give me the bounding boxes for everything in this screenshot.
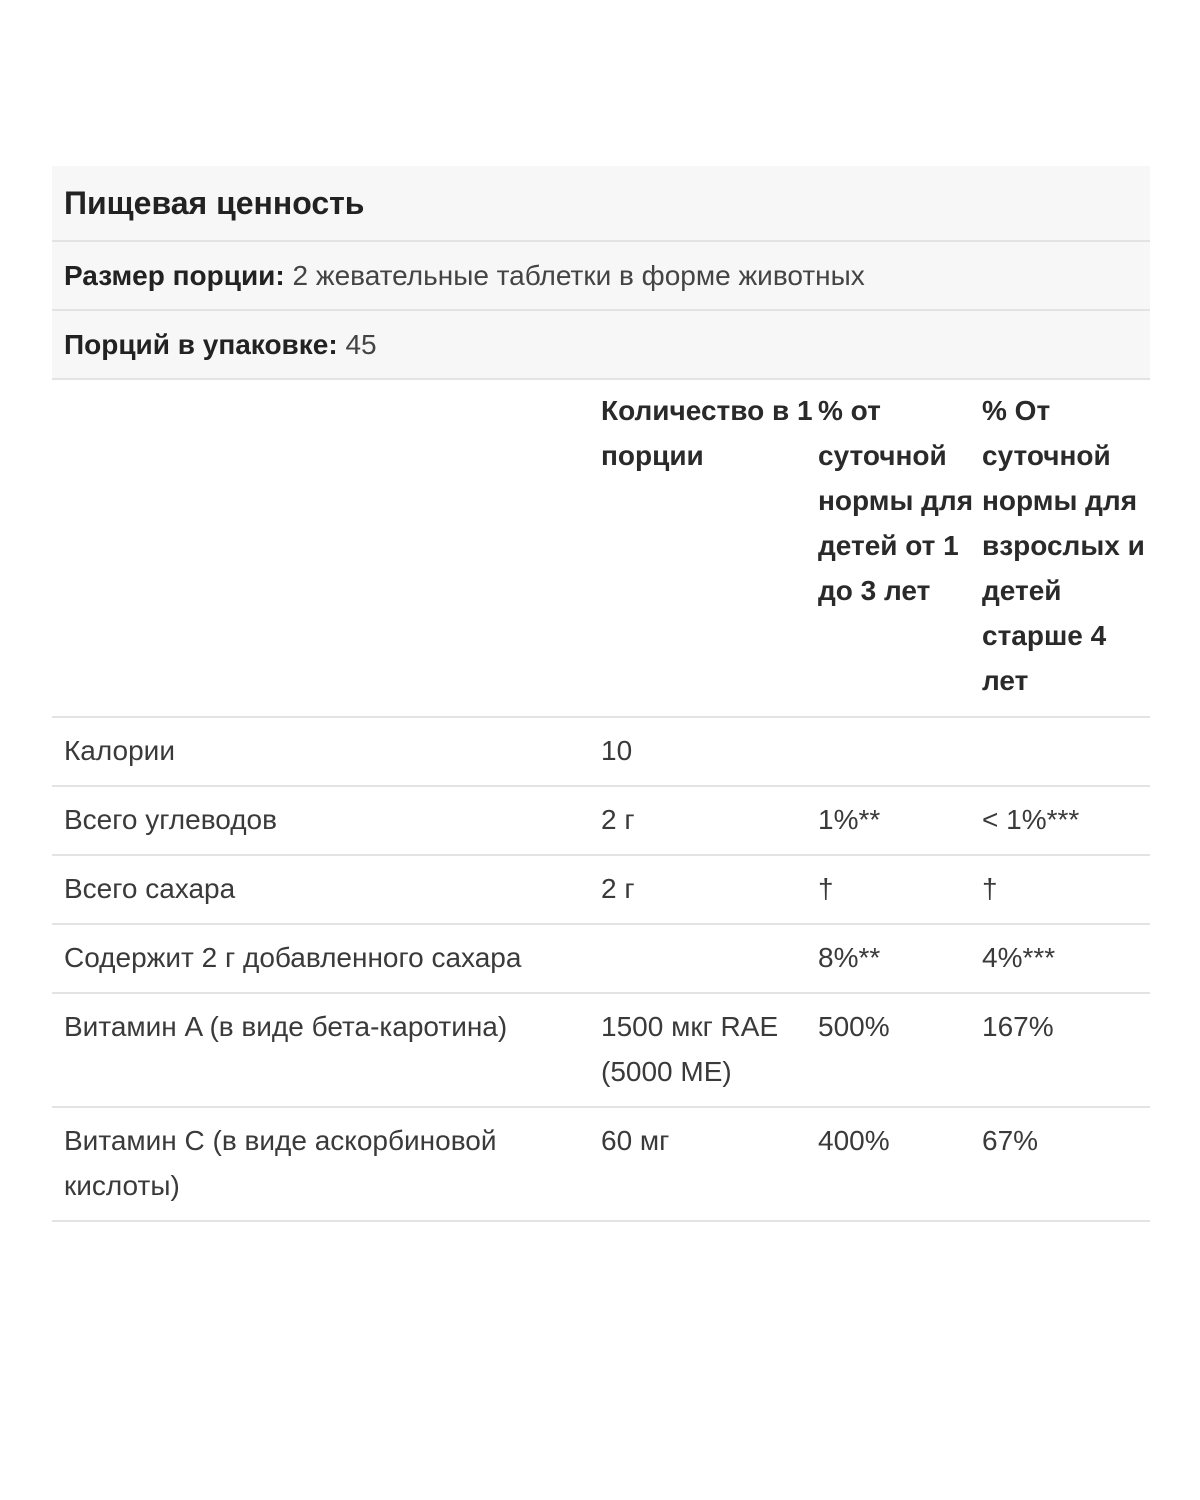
panel-title: Пищевая ценность	[64, 184, 365, 221]
nutrient-amount: 1500 мкг RAE (5000 МЕ)	[601, 1011, 779, 1087]
nutrient-amount: 10	[601, 735, 633, 766]
nutrient-name: Содержит 2 г добавленного сахара	[64, 942, 522, 973]
servings-per-container-row	[52, 311, 1150, 380]
header-dv-children: % от суточной нормы для детей от 1 до 3 лет	[818, 395, 974, 606]
nutrient-amount: 60 мг	[601, 1125, 670, 1156]
dv-adults: 167%	[982, 1011, 1054, 1042]
servings-per-container-label: Порций в упаковке:	[64, 328, 338, 360]
nutrient-amount: 2 г	[601, 873, 635, 904]
table-row	[52, 787, 1150, 856]
table-header-row	[52, 380, 1150, 718]
dv-adults	[982, 728, 1150, 773]
dv-children: 8%**	[818, 942, 881, 973]
dv-children	[818, 728, 982, 773]
dv-adults: < 1%***	[982, 804, 1080, 835]
nutrient-name: Всего сахара	[64, 873, 236, 904]
table-row	[52, 856, 1150, 925]
nutrient-name: Всего углеводов	[64, 804, 278, 835]
table-row	[52, 925, 1150, 994]
nutrient-name: Витамин A (в виде бета-каротина)	[64, 1011, 508, 1042]
serving-size-value: 2 жевательные таблетки в форме животных	[292, 259, 865, 291]
panel-header	[52, 166, 1150, 242]
dv-children: 500%	[818, 1011, 890, 1042]
nutrient-amount: 2 г	[601, 804, 635, 835]
dv-children: †	[818, 873, 834, 904]
nutrient-name: Калории	[64, 735, 175, 766]
dv-adults: 67%	[982, 1125, 1039, 1156]
servings-per-container-value: 45	[345, 328, 377, 360]
nutrition-facts-panel	[52, 166, 1150, 1222]
nutrient-amount	[601, 935, 818, 980]
table-row	[52, 1108, 1150, 1222]
table-row	[52, 718, 1150, 787]
header-amount: Количество в 1 порции	[601, 395, 813, 471]
dv-children: 1%**	[818, 804, 881, 835]
header-nutrient	[52, 388, 601, 703]
nutrient-name: Витамин C (в виде аскорбиновой кислоты)	[64, 1125, 497, 1201]
dv-children: 400%	[818, 1125, 890, 1156]
header-dv-adults: % От суточной нормы для взрослых и детей старше 4 лет	[982, 395, 1145, 696]
serving-size-row	[52, 242, 1150, 311]
dv-adults: 4%***	[982, 942, 1056, 973]
serving-size-label: Размер порции:	[64, 259, 285, 291]
table-row	[52, 994, 1150, 1108]
dv-adults: †	[982, 873, 998, 904]
